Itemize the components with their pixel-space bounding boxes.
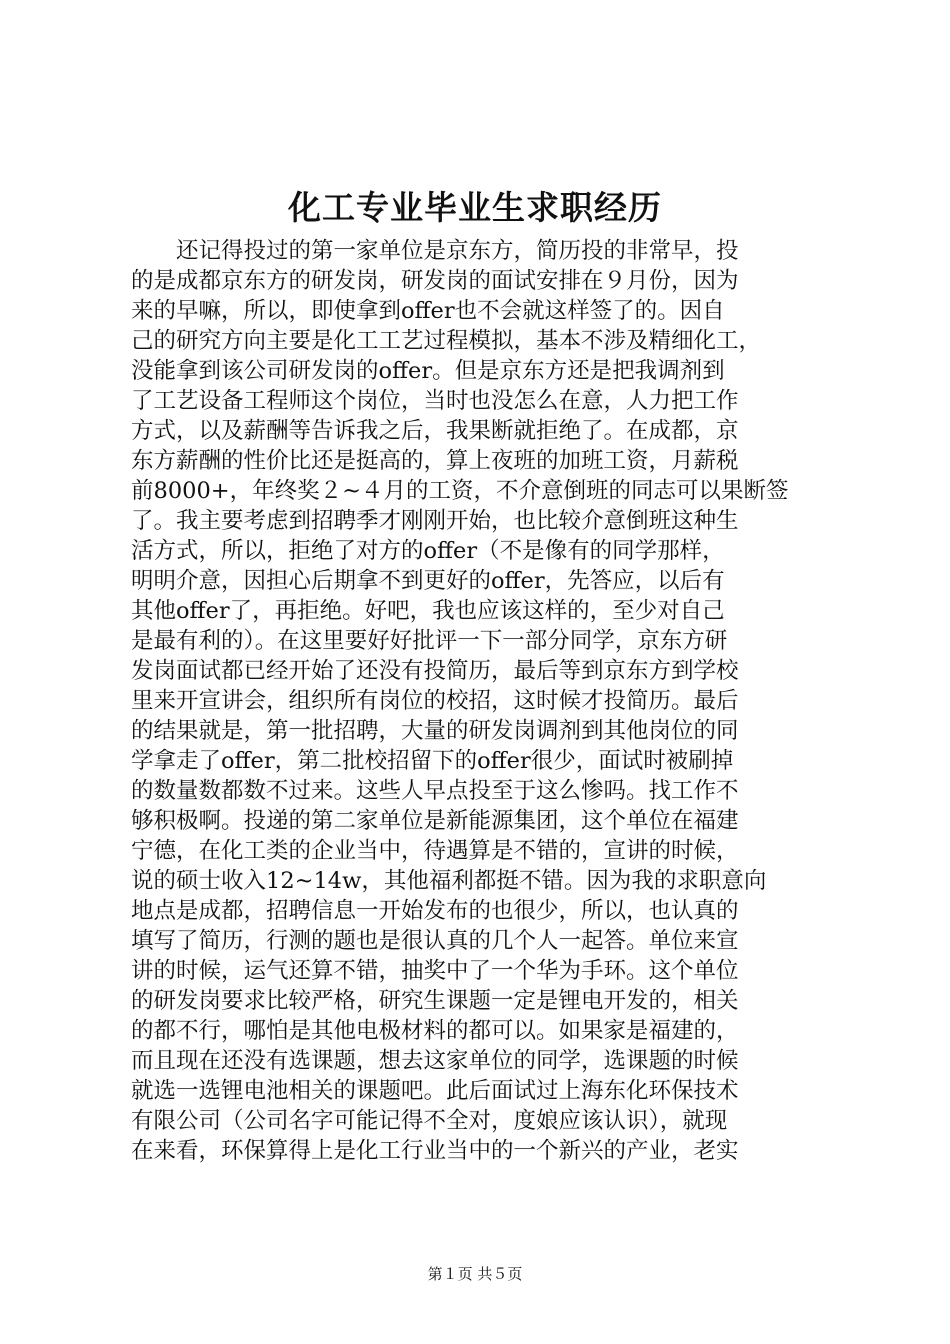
body-line: 明明介意，因担心后期拿不到更好的offer，先答应，以后有 [131, 568, 725, 594]
body-line: 在来看，环保算得上是化工行业当中的一个新兴的产业，老实 [131, 1138, 739, 1164]
body-line: 够积极啊。投递的第二家单位是新能源集团，这个单位在福建 [131, 808, 739, 834]
body-line: 发岗面试都已经开始了还没有投简历，最后等到京东方到学校 [131, 658, 739, 684]
body-line: 的结果就是，第一批招聘，大量的研发岗调剂到其他岗位的同 [131, 718, 739, 744]
body-line: 的都不行，哪怕是其他电极材料的都可以。如果家是福建的， [131, 1018, 739, 1044]
body-line: 前8000+，年终奖２~４月的工资，不介意倒班的同志可以果断签 [131, 478, 789, 504]
body-line: 而且现在还没有选课题，想去这家单位的同学，选课题的时候 [131, 1048, 739, 1074]
body-line: 没能拿到该公司研发岗的offer。但是京东方还是把我调剂到 [131, 358, 725, 384]
body-line: 还记得投过的第一家单位是京东方，简历投的非常早，投 [131, 238, 739, 264]
body-line: 宁德，在化工类的企业当中，待遇算是不错的，宣讲的时候， [131, 838, 739, 864]
body-line: 己的研究方向主要是化工工艺过程模拟，基本不涉及精细化工， [131, 328, 762, 354]
body-line: 其他offer了，再拒绝。好吧，我也应该这样的，至少对自己 [131, 598, 725, 624]
body-line: 活方式，所以，拒绝了对方的offer（不是像有的同学那样， [131, 538, 725, 564]
body-line: 了。我主要考虑到招聘季才刚刚开始，也比较介意倒班这种生 [131, 508, 739, 534]
body-line: 填写了简历，行测的题也是很认真的几个人一起答。单位来宣 [131, 928, 739, 954]
body-line: 东方薪酬的性价比还是挺高的，算上夜班的加班工资，月薪税 [131, 448, 739, 474]
document-body [131, 236, 831, 1166]
page-footer: 第１页 共５页 [427, 1265, 523, 1283]
body-line: 了工艺设备工程师这个岗位，当时也没怎么在意，人力把工作 [131, 388, 739, 414]
body-line: 来的早嘛，所以，即使拿到offer也不会就这样签了的。因自 [131, 298, 725, 324]
body-line: 讲的时候，运气还算不错，抽奖中了一个华为手环。这个单位 [131, 958, 739, 984]
body-line: 有限公司（公司名字可能记得不全对，度娘应该认识），就现 [131, 1108, 728, 1134]
body-line: 学拿走了offer，第二批校招留下的offer很少，面试时被刷掉 [131, 748, 734, 774]
body-line: 里来开宣讲会，组织所有岗位的校招，这时候才投简历。最后 [131, 688, 739, 714]
body-line: 的数量数都数不过来。这些人早点投至于这么惨吗。找工作不 [131, 778, 739, 804]
body-line: 方式，以及薪酬等告诉我之后，我果断就拒绝了。在成都，京 [131, 418, 739, 444]
body-line: 说的硕士收入12~14w，其他福利都挺不错。因为我的求职意向 [131, 868, 767, 894]
body-line: 的是成都京东方的研发岗，研发岗的面试安排在９月份，因为 [131, 268, 739, 294]
body-line: 就选一选锂电池相关的课题吧。此后面试过上海东化环保技术 [131, 1078, 739, 1104]
body-line: 的研发岗要求比较严格，研究生课题一定是锂电开发的，相关 [131, 988, 739, 1014]
body-line: 是最有利的）。在这里要好好批评一下一部分同学，京东方研 [131, 628, 728, 654]
body-line: 地点是成都，招聘信息一开始发布的也很少，所以，也认真的 [131, 898, 739, 924]
document-title: 化工专业毕业生求职经历 [288, 188, 662, 227]
